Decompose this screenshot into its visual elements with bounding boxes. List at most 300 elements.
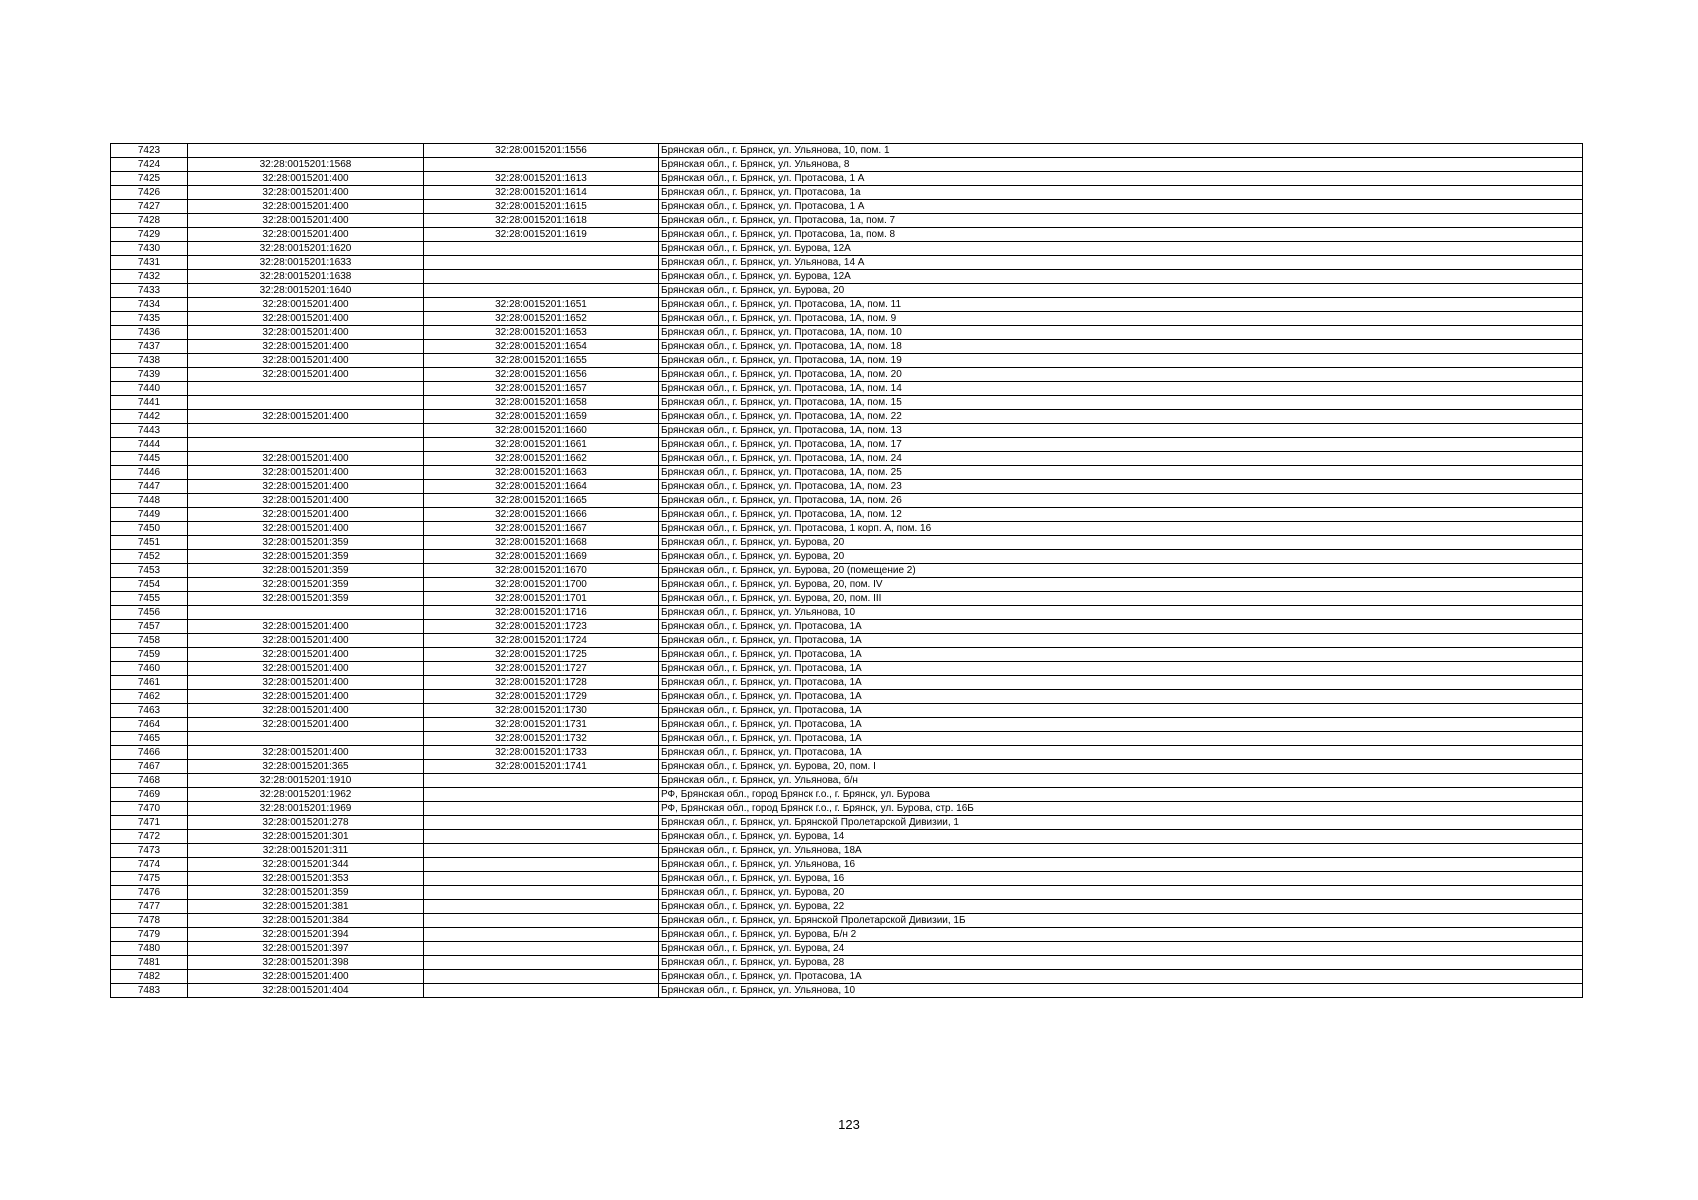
row-number-cell: 7460: [111, 662, 188, 676]
row-number-cell: 7459: [111, 648, 188, 662]
parent-cadastral-number-cell: 32:28:0015201:400: [188, 298, 424, 312]
parent-cadastral-number-cell: 32:28:0015201:1620: [188, 242, 424, 256]
cadastral-number-cell: 32:28:0015201:1732: [424, 732, 659, 746]
table-row: [111, 816, 1583, 830]
row-number-cell: 7434: [111, 298, 188, 312]
address-cell: Брянская обл., г. Брянск, ул. Брянской Пролетарской Дивизии, 1Б: [659, 914, 1583, 928]
page-number: 123: [838, 1117, 860, 1132]
cadastral-number-cell: [424, 914, 659, 928]
address-cell: Брянская обл., г. Брянск, ул. Протасова, 1А, пом. 26: [659, 494, 1583, 508]
table-row: [111, 158, 1583, 172]
address-cell: Брянская обл., г. Брянск, ул. Протасова, 1А, пом. 13: [659, 424, 1583, 438]
parent-cadastral-number-cell: 32:28:0015201:359: [188, 550, 424, 564]
address-cell: Брянская обл., г. Брянск, ул. Протасова, 1А: [659, 648, 1583, 662]
parent-cadastral-number-cell: 32:28:0015201:1638: [188, 270, 424, 284]
address-cell: РФ, Брянская обл., город Брянск г.о., г. Брянск, ул. Бурова, стр. 16Б: [659, 802, 1583, 816]
table-row: [111, 648, 1583, 662]
cadastral-number-cell: 32:28:0015201:1729: [424, 690, 659, 704]
parent-cadastral-number-cell: 32:28:0015201:359: [188, 578, 424, 592]
table-row: [111, 732, 1583, 746]
address-cell: Брянская обл., г. Брянск, ул. Бурова, 20 (помещение 2): [659, 564, 1583, 578]
parent-cadastral-number-cell: 32:28:0015201:1568: [188, 158, 424, 172]
cadastral-number-cell: 32:28:0015201:1723: [424, 620, 659, 634]
row-number-cell: 7455: [111, 592, 188, 606]
row-number-cell: 7481: [111, 956, 188, 970]
row-number-cell: 7453: [111, 564, 188, 578]
table-row: [111, 186, 1583, 200]
address-cell: Брянская обл., г. Брянск, ул. Протасова, 1 А: [659, 200, 1583, 214]
row-number-cell: 7451: [111, 536, 188, 550]
row-number-cell: 7476: [111, 886, 188, 900]
table-row: [111, 774, 1583, 788]
parent-cadastral-number-cell: 32:28:0015201:381: [188, 900, 424, 914]
row-number-cell: 7456: [111, 606, 188, 620]
address-cell: Брянская обл., г. Брянск, ул. Бурова, 16: [659, 872, 1583, 886]
parent-cadastral-number-cell: 32:28:0015201:1633: [188, 256, 424, 270]
parent-cadastral-number-cell: [188, 424, 424, 438]
address-cell: Брянская обл., г. Брянск, ул. Бурова, 14: [659, 830, 1583, 844]
table-row: [111, 242, 1583, 256]
cadastral-number-cell: [424, 830, 659, 844]
address-cell: Брянская обл., г. Брянск, ул. Ульянова, 8: [659, 158, 1583, 172]
address-cell: Брянская обл., г. Брянск, ул. Протасова, 1А: [659, 746, 1583, 760]
table-row: [111, 368, 1583, 382]
table-row: [111, 970, 1583, 984]
parent-cadastral-number-cell: 32:28:0015201:400: [188, 970, 424, 984]
row-number-cell: 7437: [111, 340, 188, 354]
address-cell: Брянская обл., г. Брянск, ул. Протасова, 1А, пом. 17: [659, 438, 1583, 452]
table-row: [111, 382, 1583, 396]
row-number-cell: 7480: [111, 942, 188, 956]
address-cell: Брянская обл., г. Брянск, ул. Бурова, 20, пом. I: [659, 760, 1583, 774]
parent-cadastral-number-cell: 32:28:0015201:365: [188, 760, 424, 774]
parent-cadastral-number-cell: 32:28:0015201:400: [188, 508, 424, 522]
row-number-cell: 7439: [111, 368, 188, 382]
address-cell: Брянская обл., г. Брянск, ул. Протасова, 1А, пом. 12: [659, 508, 1583, 522]
cadastral-number-cell: [424, 970, 659, 984]
row-number-cell: 7464: [111, 718, 188, 732]
table-row: [111, 326, 1583, 340]
cadastral-number-cell: 32:28:0015201:1668: [424, 536, 659, 550]
cadastral-number-cell: 32:28:0015201:1727: [424, 662, 659, 676]
table-row: [111, 606, 1583, 620]
row-number-cell: 7466: [111, 746, 188, 760]
address-cell: Брянская обл., г. Брянск, ул. Бурова, 20: [659, 886, 1583, 900]
table-row: [111, 928, 1583, 942]
row-number-cell: 7447: [111, 480, 188, 494]
row-number-cell: 7458: [111, 634, 188, 648]
address-cell: Брянская обл., г. Брянск, ул. Ульянова, б/н: [659, 774, 1583, 788]
address-cell: Брянская обл., г. Брянск, ул. Ульянова, 10: [659, 984, 1583, 998]
address-cell: Брянская обл., г. Брянск, ул. Протасова, 1А, пом. 15: [659, 396, 1583, 410]
parent-cadastral-number-cell: 32:28:0015201:400: [188, 690, 424, 704]
parent-cadastral-number-cell: 32:28:0015201:400: [188, 186, 424, 200]
parent-cadastral-number-cell: 32:28:0015201:400: [188, 620, 424, 634]
cadastral-number-cell: [424, 942, 659, 956]
cadastral-number-cell: 32:28:0015201:1716: [424, 606, 659, 620]
row-number-cell: 7448: [111, 494, 188, 508]
table-row: [111, 452, 1583, 466]
cadastral-number-cell: [424, 774, 659, 788]
cadastral-number-cell: 32:28:0015201:1728: [424, 676, 659, 690]
cadastral-number-cell: 32:28:0015201:1614: [424, 186, 659, 200]
parent-cadastral-number-cell: 32:28:0015201:400: [188, 172, 424, 186]
parent-cadastral-number-cell: 32:28:0015201:1969: [188, 802, 424, 816]
address-cell: Брянская обл., г. Брянск, ул. Протасова, 1А, пом. 25: [659, 466, 1583, 480]
table-row: [111, 984, 1583, 998]
parent-cadastral-number-cell: 32:28:0015201:311: [188, 844, 424, 858]
cadastral-number-cell: 32:28:0015201:1615: [424, 200, 659, 214]
address-cell: Брянская обл., г. Брянск, ул. Протасова, 1А: [659, 620, 1583, 634]
row-number-cell: 7425: [111, 172, 188, 186]
table-row: [111, 410, 1583, 424]
address-cell: Брянская обл., г. Брянск, ул. Бурова, 20, пом. IV: [659, 578, 1583, 592]
cadastral-number-cell: 32:28:0015201:1661: [424, 438, 659, 452]
parent-cadastral-number-cell: 32:28:0015201:1962: [188, 788, 424, 802]
address-cell: Брянская обл., г. Брянск, ул. Бурова, 20: [659, 550, 1583, 564]
table-row: [111, 564, 1583, 578]
parent-cadastral-number-cell: 32:28:0015201:400: [188, 522, 424, 536]
address-cell: Брянская обл., г. Брянск, ул. Бурова, 20: [659, 284, 1583, 298]
row-number-cell: 7429: [111, 228, 188, 242]
table-row: [111, 886, 1583, 900]
address-cell: Брянская обл., г. Брянск, ул. Протасова, 1А, пом. 10: [659, 326, 1583, 340]
row-number-cell: 7479: [111, 928, 188, 942]
address-cell: Брянская обл., г. Брянск, ул. Ульянова, 14 А: [659, 256, 1583, 270]
cadastral-number-cell: 32:28:0015201:1660: [424, 424, 659, 438]
address-cell: Брянская обл., г. Брянск, ул. Протасова, 1А: [659, 970, 1583, 984]
parent-cadastral-number-cell: 32:28:0015201:359: [188, 564, 424, 578]
row-number-cell: 7441: [111, 396, 188, 410]
cadastral-number-cell: 32:28:0015201:1733: [424, 746, 659, 760]
parent-cadastral-number-cell: 32:28:0015201:400: [188, 354, 424, 368]
parent-cadastral-number-cell: 32:28:0015201:400: [188, 676, 424, 690]
parent-cadastral-number-cell: 32:28:0015201:400: [188, 480, 424, 494]
address-cell: Брянская обл., г. Брянск, ул. Протасова, 1А: [659, 662, 1583, 676]
parent-cadastral-number-cell: 32:28:0015201:400: [188, 746, 424, 760]
parent-cadastral-number-cell: 32:28:0015201:404: [188, 984, 424, 998]
parent-cadastral-number-cell: 32:28:0015201:400: [188, 466, 424, 480]
row-number-cell: 7473: [111, 844, 188, 858]
row-number-cell: 7475: [111, 872, 188, 886]
row-number-cell: 7444: [111, 438, 188, 452]
parent-cadastral-number-cell: 32:28:0015201:359: [188, 536, 424, 550]
row-number-cell: 7449: [111, 508, 188, 522]
row-number-cell: 7430: [111, 242, 188, 256]
address-cell: Брянская обл., г. Брянск, ул. Протасова, 1 А: [659, 172, 1583, 186]
table-row: [111, 802, 1583, 816]
parent-cadastral-number-cell: [188, 396, 424, 410]
table-row: [111, 466, 1583, 480]
table-row: [111, 284, 1583, 298]
table-row: [111, 550, 1583, 564]
table-row: [111, 298, 1583, 312]
parent-cadastral-number-cell: 32:28:0015201:1640: [188, 284, 424, 298]
parent-cadastral-number-cell: 32:28:0015201:400: [188, 410, 424, 424]
table-row: [111, 508, 1583, 522]
parent-cadastral-number-cell: [188, 438, 424, 452]
cadastral-number-cell: 32:28:0015201:1659: [424, 410, 659, 424]
row-number-cell: 7435: [111, 312, 188, 326]
row-number-cell: 7462: [111, 690, 188, 704]
cadastral-number-cell: 32:28:0015201:1651: [424, 298, 659, 312]
table-row: [111, 228, 1583, 242]
row-number-cell: 7457: [111, 620, 188, 634]
cadastral-number-cell: 32:28:0015201:1556: [424, 144, 659, 158]
parent-cadastral-number-cell: 32:28:0015201:397: [188, 942, 424, 956]
address-cell: Брянская обл., г. Брянск, ул. Протасова, 1А, пом. 18: [659, 340, 1583, 354]
cadastral-number-cell: [424, 984, 659, 998]
parent-cadastral-number-cell: 32:28:0015201:400: [188, 326, 424, 340]
table-row: [111, 480, 1583, 494]
parent-cadastral-number-cell: 32:28:0015201:384: [188, 914, 424, 928]
cadastral-number-cell: 32:28:0015201:1653: [424, 326, 659, 340]
row-number-cell: 7470: [111, 802, 188, 816]
cadastral-number-cell: 32:28:0015201:1666: [424, 508, 659, 522]
table-row: [111, 172, 1583, 186]
row-number-cell: 7427: [111, 200, 188, 214]
cadastral-number-cell: [424, 956, 659, 970]
parent-cadastral-number-cell: [188, 382, 424, 396]
table-row: [111, 830, 1583, 844]
address-cell: Брянская обл., г. Брянск, ул. Протасова, 1А, пом. 14: [659, 382, 1583, 396]
table-row: [111, 340, 1583, 354]
cadastral-number-cell: [424, 284, 659, 298]
row-number-cell: 7461: [111, 676, 188, 690]
table-row: [111, 578, 1583, 592]
address-cell: Брянская обл., г. Брянск, ул. Бурова, 28: [659, 956, 1583, 970]
parent-cadastral-number-cell: 32:28:0015201:400: [188, 662, 424, 676]
cadastral-number-cell: 32:28:0015201:1613: [424, 172, 659, 186]
parent-cadastral-number-cell: 32:28:0015201:344: [188, 858, 424, 872]
cadastral-number-cell: [424, 802, 659, 816]
parent-cadastral-number-cell: 32:28:0015201:353: [188, 872, 424, 886]
row-number-cell: 7463: [111, 704, 188, 718]
parent-cadastral-number-cell: 32:28:0015201:400: [188, 214, 424, 228]
cadastral-number-cell: 32:28:0015201:1665: [424, 494, 659, 508]
table-row: [111, 144, 1583, 158]
row-number-cell: 7432: [111, 270, 188, 284]
address-cell: Брянская обл., г. Брянск, ул. Протасова, 1а: [659, 186, 1583, 200]
row-number-cell: 7477: [111, 900, 188, 914]
cadastral-number-cell: [424, 858, 659, 872]
row-number-cell: 7440: [111, 382, 188, 396]
address-cell: Брянская обл., г. Брянск, ул. Ульянова, 10: [659, 606, 1583, 620]
table-row: [111, 746, 1583, 760]
address-cell: Брянская обл., г. Брянск, ул. Бурова, 20: [659, 536, 1583, 550]
parent-cadastral-number-cell: 32:28:0015201:400: [188, 494, 424, 508]
table-row: [111, 858, 1583, 872]
address-cell: Брянская обл., г. Брянск, ул. Бурова, 12А: [659, 270, 1583, 284]
cadastral-number-cell: [424, 816, 659, 830]
cadastral-number-cell: [424, 900, 659, 914]
table-row: [111, 256, 1583, 270]
table-row: [111, 620, 1583, 634]
address-cell: Брянская обл., г. Брянск, ул. Протасова, 1А, пом. 23: [659, 480, 1583, 494]
row-number-cell: 7474: [111, 858, 188, 872]
table-row: [111, 536, 1583, 550]
cadastral-number-cell: 32:28:0015201:1664: [424, 480, 659, 494]
cadastral-number-cell: [424, 844, 659, 858]
parent-cadastral-number-cell: 32:28:0015201:301: [188, 830, 424, 844]
row-number-cell: 7443: [111, 424, 188, 438]
row-number-cell: 7436: [111, 326, 188, 340]
table-row: [111, 914, 1583, 928]
cadastral-number-cell: 32:28:0015201:1654: [424, 340, 659, 354]
parent-cadastral-number-cell: 32:28:0015201:400: [188, 312, 424, 326]
address-cell: Брянская обл., г. Брянск, ул. Протасова, 1а, пом. 7: [659, 214, 1583, 228]
row-number-cell: 7423: [111, 144, 188, 158]
parent-cadastral-number-cell: 32:28:0015201:359: [188, 886, 424, 900]
address-cell: Брянская обл., г. Брянск, ул. Протасова, 1а, пом. 8: [659, 228, 1583, 242]
row-number-cell: 7482: [111, 970, 188, 984]
table-row: [111, 760, 1583, 774]
address-cell: Брянская обл., г. Брянск, ул. Ульянова, 16: [659, 858, 1583, 872]
address-cell: Брянская обл., г. Брянск, ул. Протасова, 1А, пом. 22: [659, 410, 1583, 424]
table-row: [111, 438, 1583, 452]
table-row: [111, 494, 1583, 508]
row-number-cell: 7433: [111, 284, 188, 298]
parent-cadastral-number-cell: 32:28:0015201:400: [188, 200, 424, 214]
address-cell: Брянская обл., г. Брянск, ул. Протасова, 1А: [659, 690, 1583, 704]
table-row: [111, 956, 1583, 970]
cadastral-number-cell: [424, 928, 659, 942]
cadastral-number-cell: 32:28:0015201:1730: [424, 704, 659, 718]
row-number-cell: 7424: [111, 158, 188, 172]
address-cell: Брянская обл., г. Брянск, ул. Протасова, 1А: [659, 634, 1583, 648]
cadastral-number-cell: 32:28:0015201:1662: [424, 452, 659, 466]
cadastral-number-cell: [424, 270, 659, 284]
cadastral-number-cell: [424, 256, 659, 270]
table-row: [111, 312, 1583, 326]
address-cell: Брянская обл., г. Брянск, ул. Протасова, 1 корп. А, пом. 16: [659, 522, 1583, 536]
parent-cadastral-number-cell: 32:28:0015201:400: [188, 368, 424, 382]
table-row: [111, 270, 1583, 284]
cadastral-number-cell: 32:28:0015201:1663: [424, 466, 659, 480]
address-cell: Брянская обл., г. Брянск, ул. Бурова, 12А: [659, 242, 1583, 256]
table-row: [111, 690, 1583, 704]
row-number-cell: 7483: [111, 984, 188, 998]
cadastral-number-cell: 32:28:0015201:1731: [424, 718, 659, 732]
table-row: [111, 942, 1583, 956]
parent-cadastral-number-cell: 32:28:0015201:400: [188, 634, 424, 648]
cadastral-number-cell: 32:28:0015201:1724: [424, 634, 659, 648]
parent-cadastral-number-cell: 32:28:0015201:278: [188, 816, 424, 830]
row-number-cell: 7472: [111, 830, 188, 844]
cadastral-number-cell: 32:28:0015201:1657: [424, 382, 659, 396]
cadastral-number-cell: 32:28:0015201:1670: [424, 564, 659, 578]
address-cell: РФ, Брянская обл., город Брянск г.о., г. Брянск, ул. Бурова: [659, 788, 1583, 802]
cadastral-number-cell: 32:28:0015201:1618: [424, 214, 659, 228]
cadastral-number-cell: 32:28:0015201:1619: [424, 228, 659, 242]
table-row: [111, 788, 1583, 802]
row-number-cell: 7478: [111, 914, 188, 928]
parent-cadastral-number-cell: [188, 606, 424, 620]
parent-cadastral-number-cell: 32:28:0015201:398: [188, 956, 424, 970]
cadastral-number-cell: [424, 886, 659, 900]
table-row: [111, 396, 1583, 410]
table-row: [111, 592, 1583, 606]
parent-cadastral-number-cell: 32:28:0015201:1910: [188, 774, 424, 788]
table-row: [111, 704, 1583, 718]
address-cell: Брянская обл., г. Брянск, ул. Протасова, 1А, пом. 20: [659, 368, 1583, 382]
address-cell: Брянская обл., г. Брянск, ул. Бурова, Б/н 2: [659, 928, 1583, 942]
address-cell: Брянская обл., г. Брянск, ул. Протасова, 1А, пом. 24: [659, 452, 1583, 466]
row-number-cell: 7428: [111, 214, 188, 228]
row-number-cell: 7465: [111, 732, 188, 746]
cadastral-number-cell: 32:28:0015201:1652: [424, 312, 659, 326]
parent-cadastral-number-cell: 32:28:0015201:400: [188, 704, 424, 718]
address-cell: Брянская обл., г. Брянск, ул. Протасова, 1А, пом. 9: [659, 312, 1583, 326]
row-number-cell: 7469: [111, 788, 188, 802]
parent-cadastral-number-cell: 32:28:0015201:359: [188, 592, 424, 606]
table-row: [111, 200, 1583, 214]
address-cell: Брянская обл., г. Брянск, ул. Протасова, 1А, пом. 19: [659, 354, 1583, 368]
table-row: [111, 662, 1583, 676]
address-cell: Брянская обл., г. Брянск, ул. Протасова, 1А: [659, 732, 1583, 746]
parent-cadastral-number-cell: 32:28:0015201:400: [188, 718, 424, 732]
address-cell: Брянская обл., г. Брянск, ул. Бурова, 22: [659, 900, 1583, 914]
address-cell: Брянская обл., г. Брянск, ул. Бурова, 24: [659, 942, 1583, 956]
cadastral-number-cell: 32:28:0015201:1656: [424, 368, 659, 382]
table-row: [111, 718, 1583, 732]
parent-cadastral-number-cell: 32:28:0015201:394: [188, 928, 424, 942]
row-number-cell: 7442: [111, 410, 188, 424]
address-cell: Брянская обл., г. Брянск, ул. Ульянова, 10, пом. 1: [659, 144, 1583, 158]
row-number-cell: 7454: [111, 578, 188, 592]
table-row: [111, 844, 1583, 858]
table-row: [111, 354, 1583, 368]
cadastral-number-cell: [424, 158, 659, 172]
row-number-cell: 7468: [111, 774, 188, 788]
cadastral-number-cell: 32:28:0015201:1658: [424, 396, 659, 410]
table-row: [111, 424, 1583, 438]
address-cell: Брянская обл., г. Брянск, ул. Протасова, 1А, пом. 11: [659, 298, 1583, 312]
parent-cadastral-number-cell: 32:28:0015201:400: [188, 452, 424, 466]
row-number-cell: 7471: [111, 816, 188, 830]
cadastral-table: [110, 143, 1583, 998]
row-number-cell: 7446: [111, 466, 188, 480]
address-cell: Брянская обл., г. Брянск, ул. Бурова, 20, пом. III: [659, 592, 1583, 606]
table-row: [111, 900, 1583, 914]
row-number-cell: 7450: [111, 522, 188, 536]
cadastral-number-cell: 32:28:0015201:1700: [424, 578, 659, 592]
cadastral-number-cell: [424, 242, 659, 256]
row-number-cell: 7467: [111, 760, 188, 774]
cadastral-number-cell: 32:28:0015201:1741: [424, 760, 659, 774]
parent-cadastral-number-cell: 32:28:0015201:400: [188, 340, 424, 354]
table-row: [111, 676, 1583, 690]
parent-cadastral-number-cell: [188, 144, 424, 158]
row-number-cell: 7445: [111, 452, 188, 466]
parent-cadastral-number-cell: [188, 732, 424, 746]
row-number-cell: 7452: [111, 550, 188, 564]
address-cell: Брянская обл., г. Брянск, ул. Брянской Пролетарской Дивизии, 1: [659, 816, 1583, 830]
table-row: [111, 872, 1583, 886]
row-number-cell: 7426: [111, 186, 188, 200]
address-cell: Брянская обл., г. Брянск, ул. Протасова, 1А: [659, 718, 1583, 732]
cadastral-number-cell: [424, 872, 659, 886]
table-row: [111, 522, 1583, 536]
cadastral-number-cell: [424, 788, 659, 802]
table-row: [111, 214, 1583, 228]
table-row: [111, 634, 1583, 648]
address-cell: Брянская обл., г. Брянск, ул. Протасова, 1А: [659, 704, 1583, 718]
row-number-cell: 7431: [111, 256, 188, 270]
cadastral-number-cell: 32:28:0015201:1667: [424, 522, 659, 536]
cadastral-number-cell: 32:28:0015201:1725: [424, 648, 659, 662]
row-number-cell: 7438: [111, 354, 188, 368]
